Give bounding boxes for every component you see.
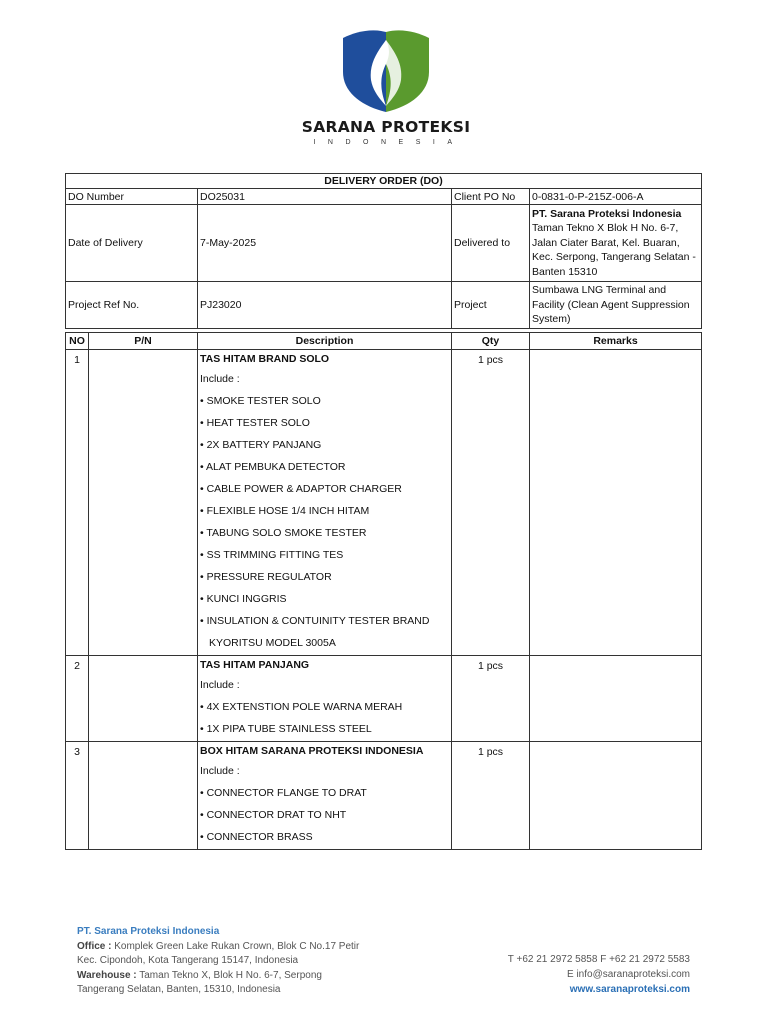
item-description-line: • PRESSURE REGULATOR (200, 571, 332, 583)
item-title: TAS HITAM PANJANG (200, 659, 310, 671)
item-description-line: • CONNECTOR DRAT TO NHT (200, 809, 347, 821)
project-line: Facility (Clean Agent Suppression (532, 298, 690, 311)
item-description-line: • CONNECTOR BRASS (200, 831, 313, 843)
item-description-line: • FLEXIBLE HOSE 1/4 INCH HITAM (200, 505, 370, 517)
project-ref-label: Project Ref No. (66, 282, 198, 329)
date-of-delivery-value: 7-May-2025 (198, 205, 452, 282)
item-description-line: • ALAT PEMBUKA DETECTOR (200, 461, 346, 473)
do-number-value: DO25031 (198, 189, 452, 205)
project-line: Sumbawa LNG Terminal and (532, 284, 667, 296)
project-ref-value: PJ23020 (198, 282, 452, 329)
item-description-line: Include : (200, 765, 240, 777)
delivered-to-label: Delivered to (452, 205, 530, 282)
item-description (198, 350, 452, 656)
item-no: 2 (66, 656, 89, 742)
item-remarks (530, 656, 702, 742)
company-logo (286, 26, 486, 150)
date-of-delivery-label: Date of Delivery (66, 205, 198, 282)
footer-office-address: Kec. Cipondoh, Kota Tangerang 15147, Indonesia (77, 955, 299, 966)
column-header-no: NO (66, 333, 89, 350)
column-header-remarks: Remarks (530, 333, 702, 350)
logo-brand-text: SARANA PROTEKSI (301, 118, 471, 136)
footer-phone-fax: T +62 21 2972 5858 F +62 21 2972 5583 (507, 954, 690, 965)
footer-warehouse-address: Taman Tekno X, Blok H No. 6-7, Serpong (139, 969, 322, 981)
item-description (198, 656, 452, 742)
footer-office-address: Komplek Green Lake Rukan Crown, Blok C No.17 Petir (114, 940, 360, 952)
items-table-body (66, 350, 702, 850)
item-description-line: • 2X BATTERY PANJANG (200, 439, 322, 451)
table-row (66, 742, 702, 850)
logo-country-text: INDONESIA (313, 139, 465, 146)
item-title: TAS HITAM BRAND SOLO (200, 353, 330, 365)
project-label: Project (452, 282, 530, 329)
table-row (66, 350, 702, 656)
item-description-line: • KUNCI INGGRIS (200, 593, 287, 605)
item-description-line: • TABUNG SOLO SMOKE TESTER (200, 527, 367, 539)
column-header-description: Description (198, 333, 452, 350)
shield-logo-icon (341, 26, 431, 114)
delivered-to-address-line: Kec. Serpong, Tangerang Selatan - (532, 251, 696, 264)
item-description-line: • INSULATION & CONTUINITY TESTER BRAND (200, 615, 430, 627)
items-table (65, 332, 702, 850)
delivered-to-value (530, 205, 702, 282)
footer-website-link[interactable]: www.saranaproteksi.com (569, 984, 690, 995)
item-qty: 1 pcs (452, 350, 530, 656)
item-no: 1 (66, 350, 89, 656)
footer-contact-block (508, 952, 690, 997)
item-no: 3 (66, 742, 89, 850)
item-pn (89, 350, 198, 656)
footer-office-label: Office : (77, 940, 112, 952)
item-description-line: • 1X PIPA TUBE STAINLESS STEEL (200, 723, 372, 735)
delivery-order-title: DELIVERY ORDER (DO) (66, 174, 702, 189)
delivered-to-name: PT. Sarana Proteksi Indonesia (532, 207, 682, 220)
item-qty: 1 pcs (452, 742, 530, 850)
item-qty: 1 pcs (452, 656, 530, 742)
item-description-line: • SS TRIMMING FITTING TES (200, 549, 344, 561)
delivery-order-header-table (65, 173, 702, 329)
footer-email: E info@saranaproteksi.com (567, 969, 690, 980)
client-po-value: 0-0831-0-P-215Z-006-A (530, 189, 702, 205)
item-description-line: • 4X EXTENSTION POLE WARNA MERAH (200, 701, 403, 713)
item-title: BOX HITAM SARANA PROTEKSI INDONESIA (200, 745, 424, 757)
client-po-label: Client PO No (452, 189, 530, 205)
item-remarks (530, 742, 702, 850)
delivered-to-address-line: Jalan Ciater Barat, Kel. Buaran, (532, 236, 680, 249)
footer-address-block (77, 925, 359, 998)
table-row (66, 656, 702, 742)
item-description-line: KYORITSU MODEL 3005A (209, 637, 336, 649)
item-description-line: • CONNECTOR FLANGE TO DRAT (200, 787, 367, 799)
project-value (530, 282, 702, 329)
column-header-qty: Qty (452, 333, 530, 350)
item-description-line: Include : (200, 679, 240, 691)
delivered-to-address-line: Taman Tekno X Blok H No. 6-7, (532, 222, 679, 235)
item-description-line: Include : (200, 373, 240, 385)
column-header-pn: P/N (89, 333, 198, 350)
item-remarks (530, 350, 702, 656)
delivered-to-address-line: Banten 15310 (532, 265, 598, 278)
project-line: System) (532, 313, 571, 325)
footer-company-name: PT. Sarana Proteksi Indonesia (77, 926, 220, 937)
item-description (198, 742, 452, 850)
item-description-line: • HEAT TESTER SOLO (200, 417, 310, 429)
do-number-label: DO Number (66, 189, 198, 205)
item-description-line: • SMOKE TESTER SOLO (200, 395, 321, 407)
item-description-line: • CABLE POWER & ADAPTOR CHARGER (200, 483, 402, 495)
item-pn (89, 656, 198, 742)
item-pn (89, 742, 198, 850)
footer-warehouse-label: Warehouse : (77, 969, 137, 981)
footer-warehouse-address: Tangerang Selatan, Banten, 15310, Indonesia (77, 984, 281, 995)
